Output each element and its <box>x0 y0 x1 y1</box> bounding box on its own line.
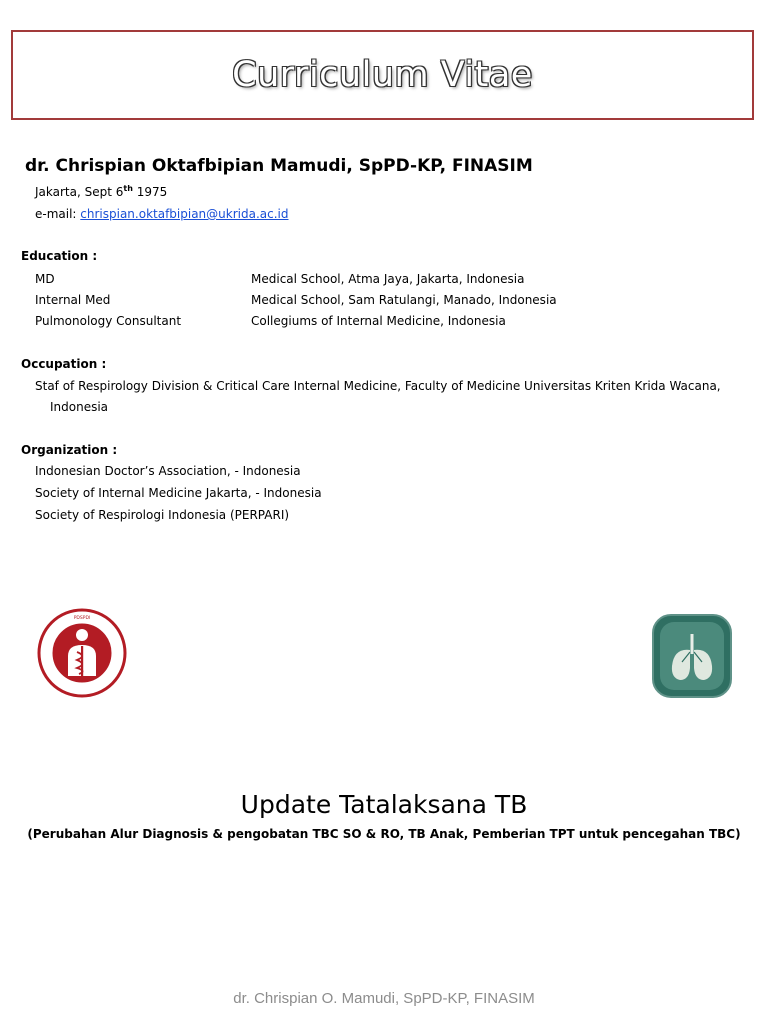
respirology-society-logo <box>652 614 732 698</box>
education-degree: MD <box>35 272 55 286</box>
occupation-heading: Occupation : <box>21 357 107 371</box>
title-box <box>11 30 754 120</box>
page-title: Curriculum Vitae <box>232 55 533 95</box>
education-institution: Collegiums of Internal Medicine, Indonesia <box>251 314 506 328</box>
organization-item: Indonesian Doctor’s Association, - Indonesia <box>35 464 301 478</box>
presentation-title: Update Tatalaksana TB <box>240 790 528 819</box>
birth-date: Jakarta, Sept 6 <box>35 185 124 199</box>
logo-text-top: PDSPDI <box>73 616 91 621</box>
education-institution: Medical School, Sam Ratulangi, Manado, Indonesia <box>251 293 557 307</box>
occupation-line: Staf of Respirology Division & Critical Care Internal Medicine, Faculty of Medicine Universitas Kriten Krida Wacana, <box>35 379 721 393</box>
slide-footer: dr. Chrispian O. Mamudi, SpPD-KP, FINASIM <box>233 990 535 1007</box>
person-name: dr. Chrispian Oktafbipian Mamudi, SpPD-KP, FINASIM <box>25 156 533 176</box>
birth-info <box>35 184 167 199</box>
occupation-line-continued: Indonesia <box>50 400 109 414</box>
education-degree: Pulmonology Consultant <box>35 314 182 328</box>
email-link[interactable]: chrispian.oktafbipian@ukrida.ac.id <box>80 207 289 221</box>
email-line <box>35 207 289 221</box>
organization-heading: Organization : <box>21 443 118 457</box>
education-institution: Medical School, Atma Jaya, Jakarta, Indonesia <box>251 272 525 286</box>
internal-medicine-society-logo <box>37 608 127 698</box>
internal-medicine-society-seal-icon <box>37 608 127 698</box>
email-label: e-mail: <box>35 207 81 221</box>
organization-item: Society of Respirologi Indonesia (PERPARI) <box>35 508 290 522</box>
organization-item: Society of Internal Medicine Jakarta, - Indonesia <box>35 486 322 500</box>
respirology-society-seal-icon <box>652 614 732 698</box>
presentation-subtitle: (Perubahan Alur Diagnosis & pengobatan TBC SO & RO, TB Anak, Pemberian TPT untuk pencegahan TBC) <box>27 827 741 841</box>
education-degree: Internal Med <box>35 293 111 307</box>
birth-year: 1975 <box>132 185 168 199</box>
education-heading: Education : <box>21 249 98 263</box>
birth-date-suffix: th <box>123 184 133 193</box>
